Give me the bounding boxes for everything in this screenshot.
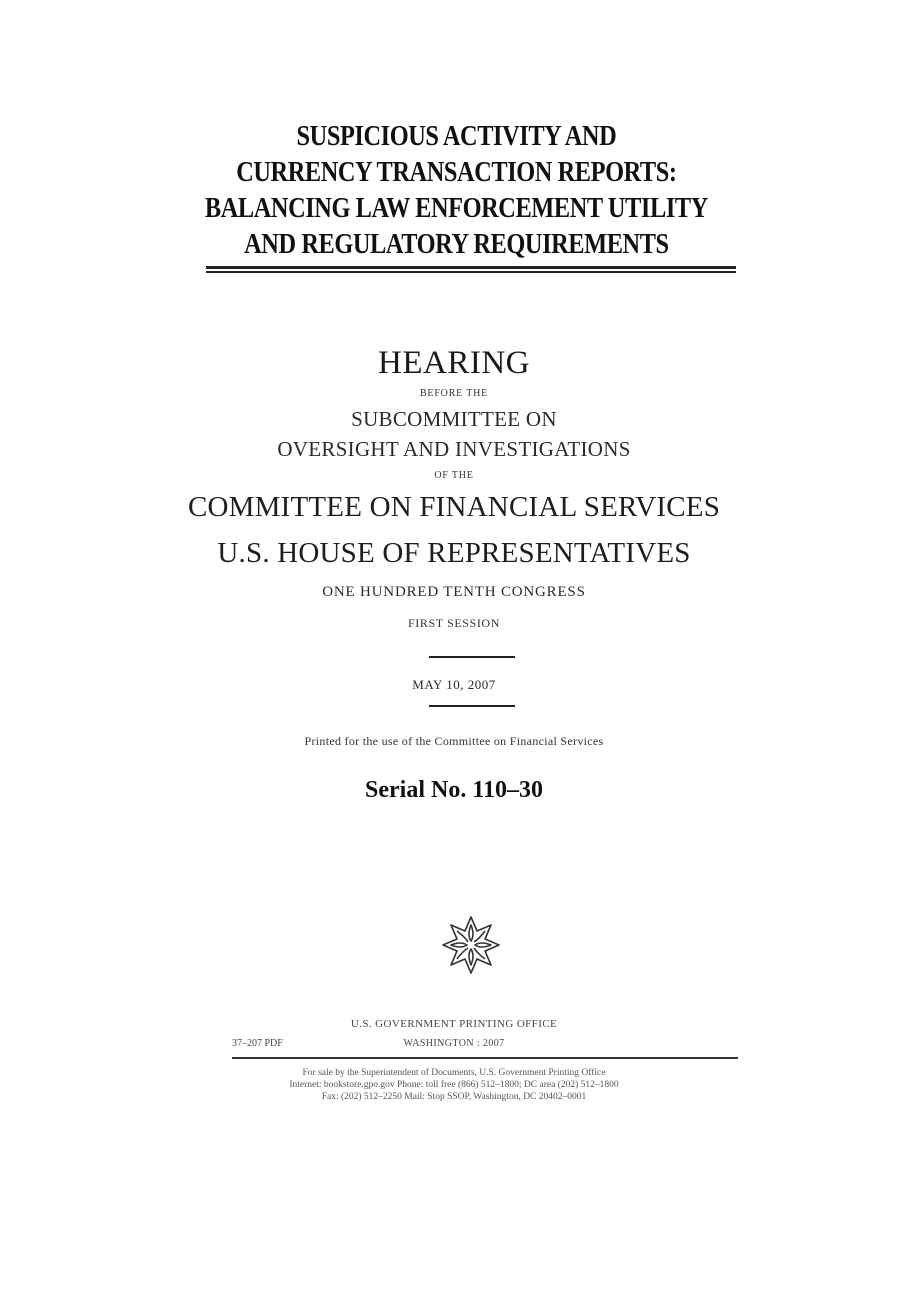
date-rule-top: [429, 656, 515, 658]
sale-info-line-2: Internet: bookstore.gpo.gov Phone: toll free (866) 512–1800; DC area (202) 512–1800: [289, 1080, 619, 1090]
house-name: U.S. HOUSE OF REPRESENTATIVES: [217, 537, 691, 569]
congress-label: ONE HUNDRED TENTH CONGRESS: [322, 584, 586, 600]
pdf-identifier: 37–207 PDF: [232, 1038, 283, 1049]
of-the-label: OF THE: [434, 470, 474, 481]
subcommittee-line-1: SUBCOMMITTEE ON: [351, 407, 557, 431]
title-line-3: BALANCING LAW ENFORCEMENT UTILITY: [204, 192, 708, 224]
sale-info-line-3: Fax: (202) 512–2250 Mail: Stop SSOP, Washington, DC 20402–0001: [321, 1092, 587, 1102]
gpo-star-emblem-icon: [441, 915, 501, 975]
title-line-4: AND REGULATORY REQUIREMENTS: [244, 228, 669, 260]
publisher-name: U.S. GOVERNMENT PRINTING OFFICE: [350, 1018, 558, 1030]
title-divider-top: [206, 266, 736, 269]
sale-info-line-1: For sale by the Superintendent of Documents, U.S. Government Printing Office: [302, 1068, 606, 1078]
title-divider-bottom: [206, 271, 736, 273]
subcommittee-line-2: OVERSIGHT AND INVESTIGATIONS: [277, 437, 631, 461]
session-label: FIRST SESSION: [408, 616, 500, 630]
date-rule-bottom: [429, 705, 515, 707]
title-line-1: SUSPICIOUS ACTIVITY AND: [296, 120, 617, 152]
before-the-label: BEFORE THE: [419, 388, 489, 399]
committee-name: COMMITTEE ON FINANCIAL SERVICES: [187, 491, 721, 523]
hearing-heading: HEARING: [378, 345, 530, 381]
title-line-2: CURRENCY TRANSACTION REPORTS:: [236, 156, 677, 188]
serial-number: Serial No. 110–30: [365, 777, 543, 803]
hearing-date: MAY 10, 2007: [412, 677, 496, 692]
document-title: [75, 118, 838, 262]
footer-divider: [232, 1057, 738, 1059]
place-and-year: WASHINGTON : 2007: [403, 1038, 505, 1049]
printed-for-note: Printed for the use of the Committee on Financial Services: [304, 734, 604, 748]
